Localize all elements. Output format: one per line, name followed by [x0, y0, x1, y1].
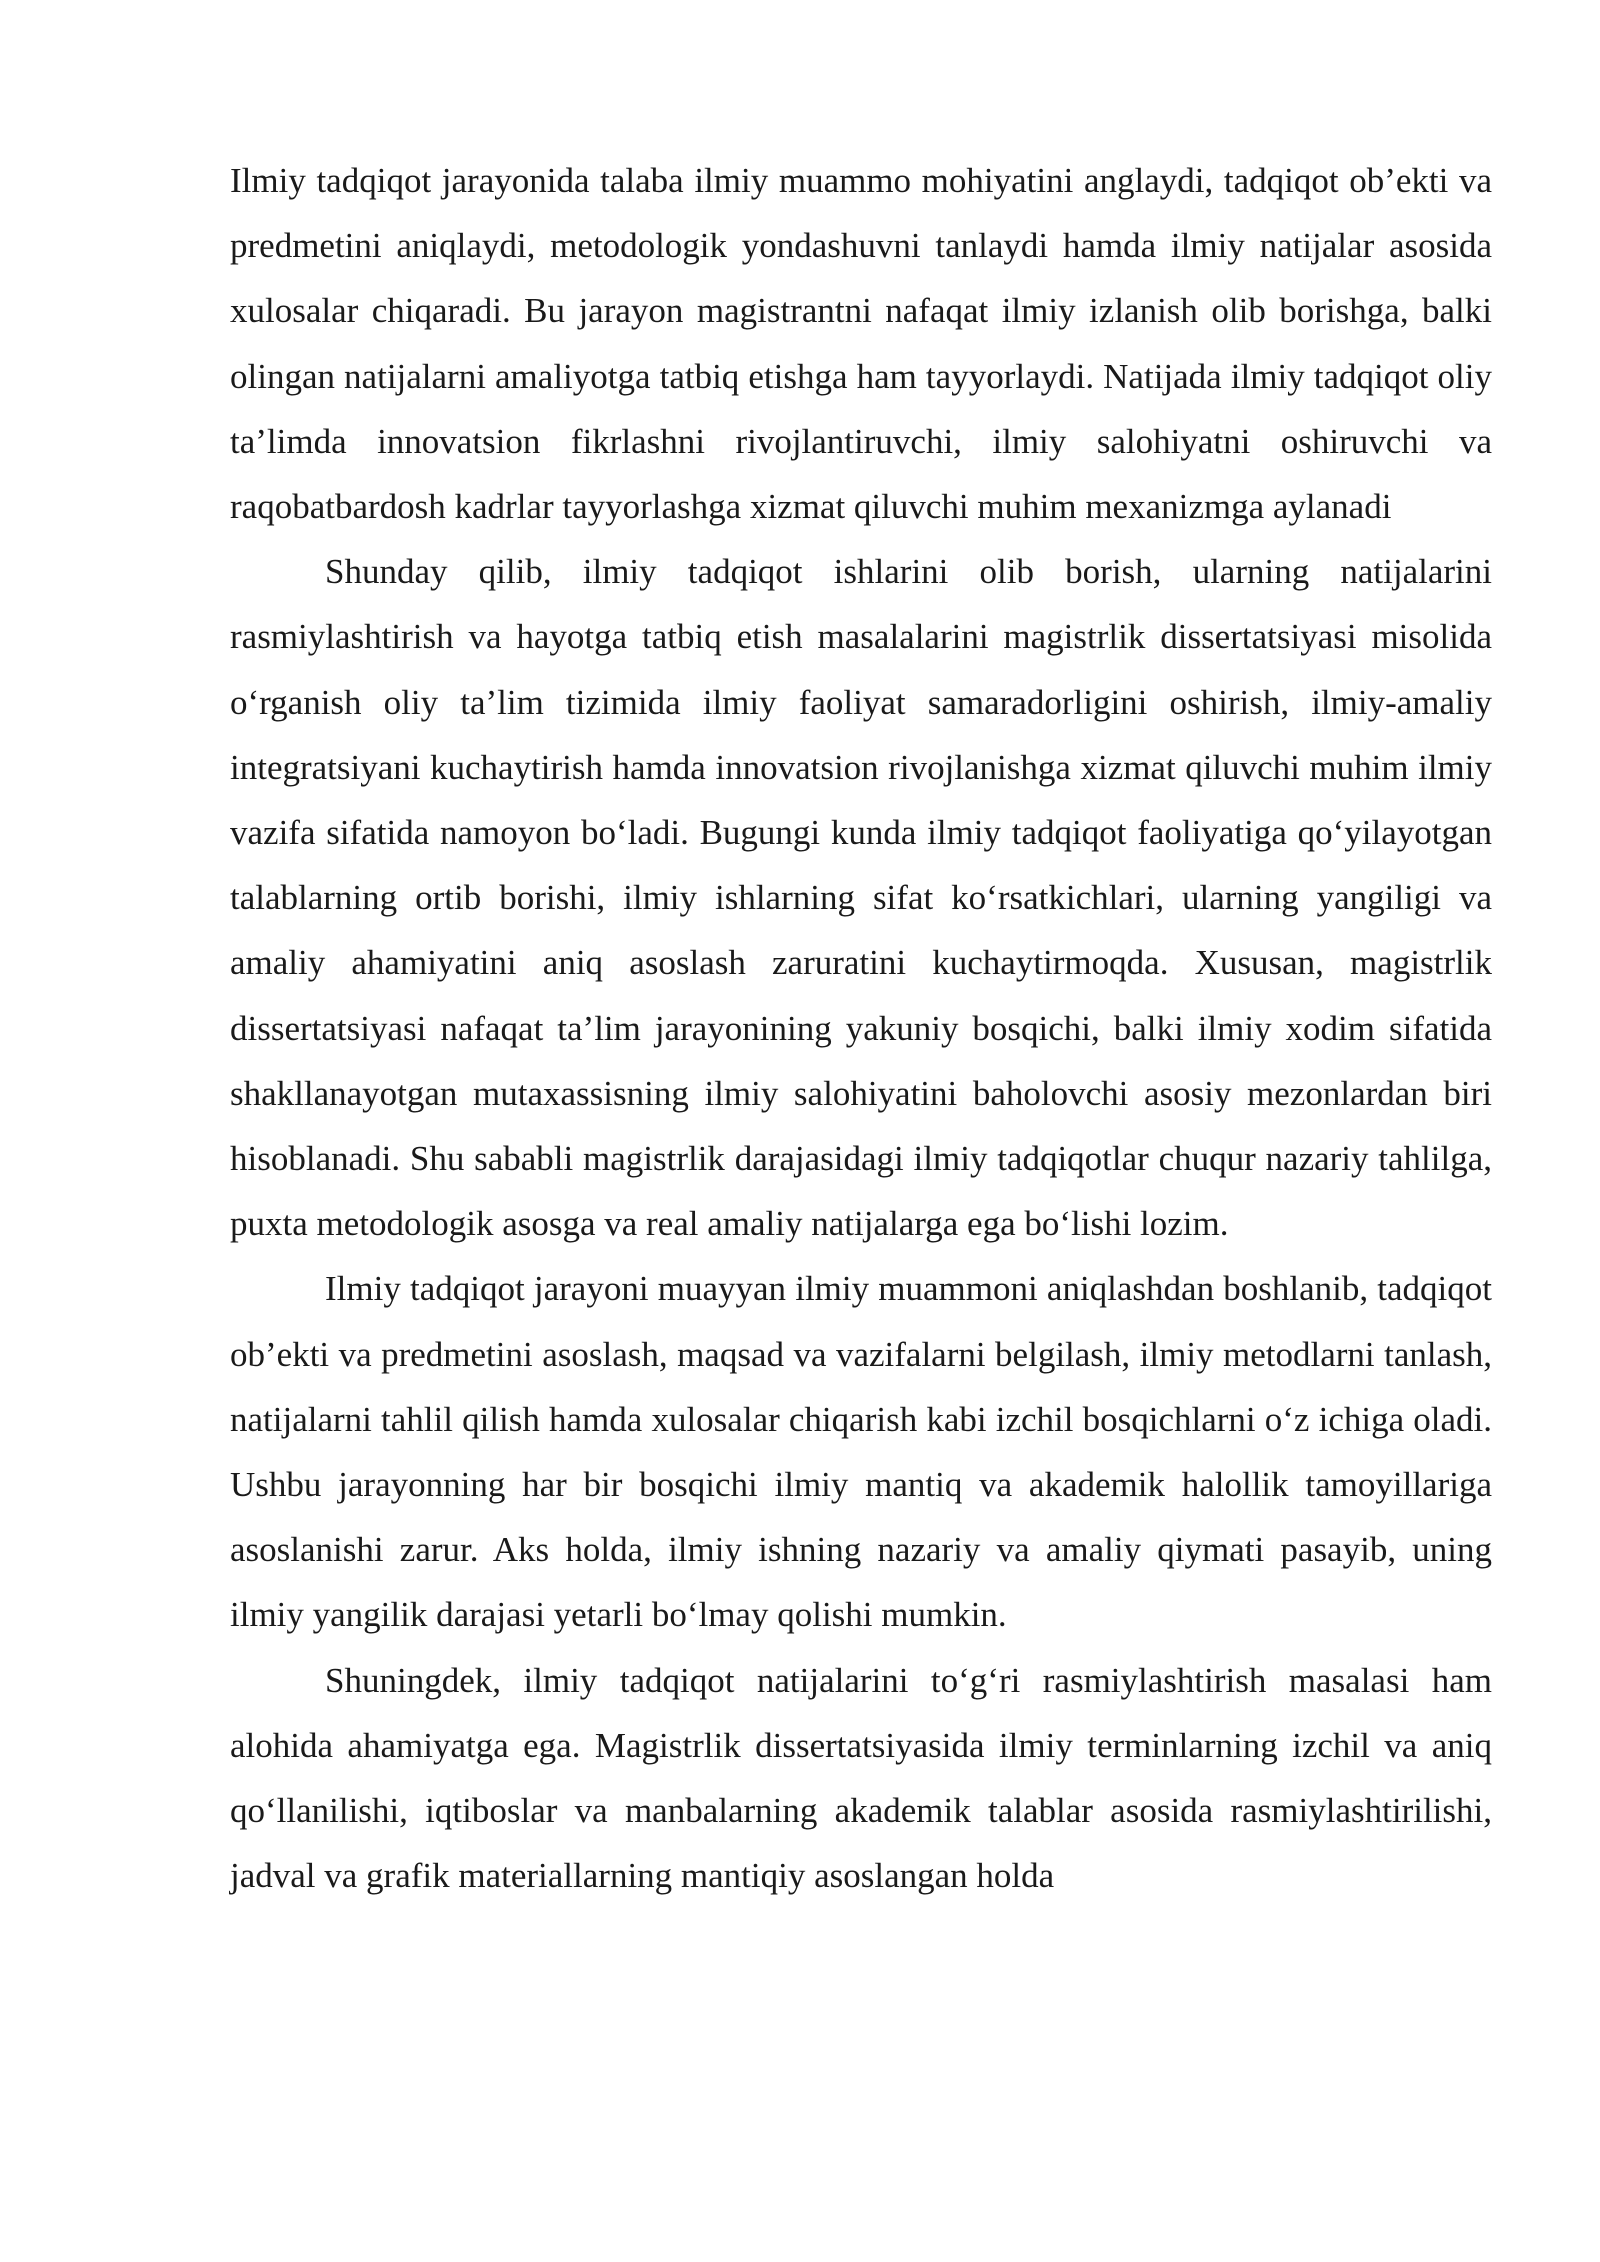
paragraph-3: Ilmiy tadqiqot jarayoni muayyan ilmiy muammoni aniqlashdan boshlanib, tadqiqot ob’ekti va predmetini asoslash, maqsad va vazifalarni belgilash, ilmiy metodlarni tanlash, natijalarni tahlil qilish hamda xulosalar chiqarish kabi izchil bosqichlarni o‘z ichiga oladi. Ushbu jarayonning har bir bosqichi ilmiy mantiq va akademik halollik tamoyillariga asoslanishi zarur. Aks holda, ilmiy ishning nazariy va amaliy qiymati pasayib, uning ilmiy yangilik darajasi yetarli bo‘lmay qolishi mumkin.: [230, 1269, 1492, 1635]
paragraph-2: Shunday qilib, ilmiy tadqiqot ishlarini olib borish, ularning natijalarini rasmiylashtirish va hayotga tatbiq etish masalalarini magistrlik dissertatsiyasi misolida o‘rganish oliy ta’lim tizimida ilmiy faoliyat samaradorligini oshirish, ilmiy-amaliy integratsiyani kuchaytirish hamda innovatsion rivojlanishga xizmat qiluvchi muhim ilmiy vazifa sifatida namoyon bo‘ladi. Bugungi kunda ilmiy tadqiqot faoliyatiga qo‘yilayotgan talablarning ortib borishi, ilmiy ishlarning sifat ko‘rsatkichlari, ularning yangiligi va amaliy ahamiyatini aniq asoslash zaruratini kuchaytirmoqda. Xususan, magistrlik dissertatsiyasi nafaqat ta’lim jarayonining yakuniy bosqichi, balki ilmiy xodim sifatida shakllanayotgan mutaxassisning ilmiy salohiyatini baholovchi asosiy mezonlardan biri hisoblanadi. Shu sababli magistrlik darajasidagi ilmiy tadqiqotlar chuqur nazariy tahlilga, puxta metodologik asosga va real amaliy natijalarga ega bo‘lishi lozim.: [230, 552, 1492, 1244]
paragraph-4: Shuningdek, ilmiy tadqiqot natijalarini to‘g‘ri rasmiylashtirish masalasi ham alohida ahamiyatga ega. Magistrlik dissertatsiyasida ilmiy terminlarning izchil va aniq qo‘llanilishi, iqtiboslar va manbalarning akademik talablar asosida rasmiylashtirilishi, jadval va grafik materiallarning mantiqiy asoslangan holda: [230, 1660, 1492, 1896]
paragraph-1: Ilmiy tadqiqot jarayonida talaba ilmiy muammo mohiyatini anglaydi, tadqiqot ob’ekti va predmetini aniqlaydi, metodologik yondashuvni tanlaydi hamda ilmiy natijalar asosida xulosalar chiqaradi. Bu jarayon magistrantni nafaqat ilmiy izlanish olib borishga, balki olingan natijalarni amaliyotga tatbiq etishga ham tayyorlaydi. Natijada ilmiy tadqiqot oliy ta’limda innovatsion fikrlashni rivojlantiruvchi, ilmiy salohiyatni oshiruvchi va raqobatbardosh kadrlar tayyorlashga xizmat qiluvchi muhim mexanizmga aylanadi: [230, 161, 1492, 527]
document-body: [230, 148, 1492, 1908]
